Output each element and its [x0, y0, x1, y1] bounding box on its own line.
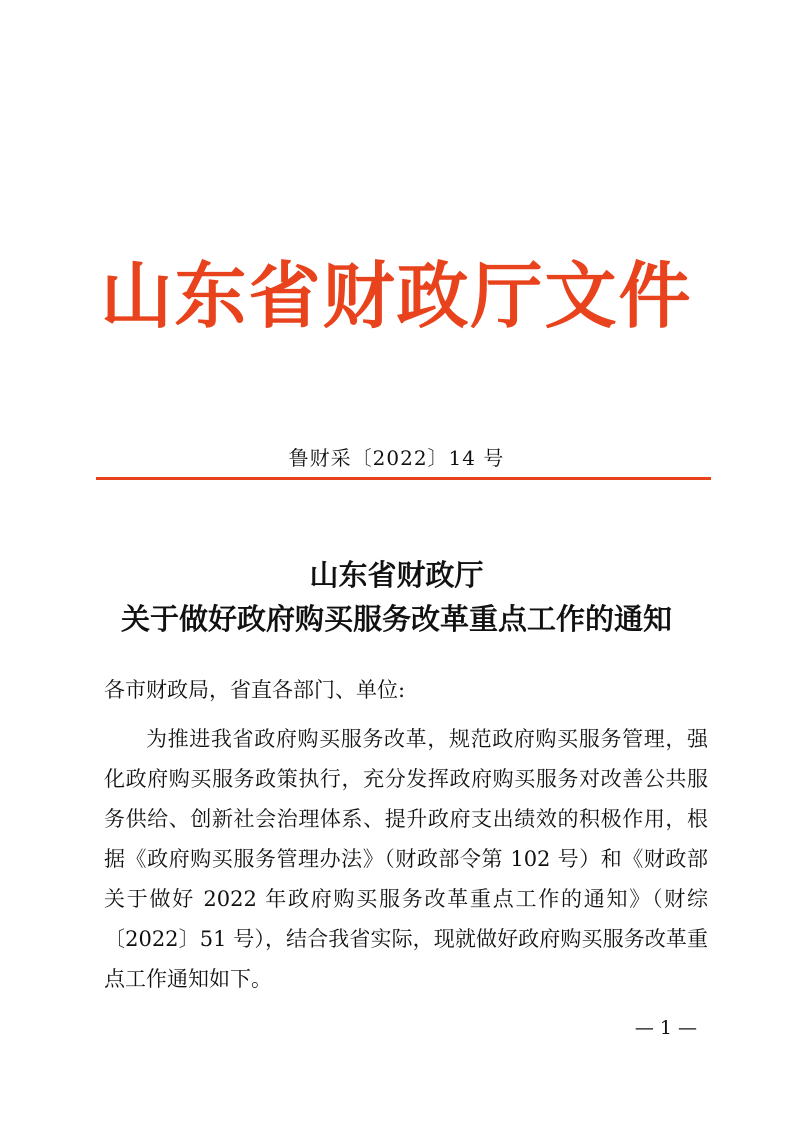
title-line-issuer: 山东省财政厅 — [309, 558, 484, 592]
document-number: 鲁财采〔2022〕14 号 — [288, 446, 505, 470]
document-title — [0, 553, 793, 641]
body-line: 为推进我省政府购买服务改革，规范政府购买服务管理，强 — [146, 727, 708, 751]
body-line: 关于做好 2022 年政府购买服务改革重点工作的通知》（财综 — [104, 887, 708, 911]
body-line: 化政府购买服务政策执行，充分发挥政府购买服务对改善公共服 — [104, 767, 708, 791]
body-paragraph — [104, 719, 708, 999]
document-masthead: 山东省财政厅文件 — [100, 253, 693, 338]
page-number: — 1 — — [634, 1017, 697, 1039]
body-line: 点工作通知如下。 — [104, 967, 272, 991]
body-line: 务供给、创新社会治理体系、提升政府支出绩效的积极作用，根 — [104, 807, 708, 831]
body-line: 〔2022〕51 号），结合我省实际，现就做好政府购买服务改革重 — [104, 927, 708, 951]
salutation: 各市财政局，省直各部门、单位: — [104, 678, 406, 702]
red-separator-rule — [96, 477, 711, 480]
body-line: 据《政府购买服务管理办法》（财政部令第 102 号）和《财政部 — [104, 847, 708, 871]
title-line-subject: 关于做好政府购买服务改革重点工作的通知 — [120, 602, 672, 636]
